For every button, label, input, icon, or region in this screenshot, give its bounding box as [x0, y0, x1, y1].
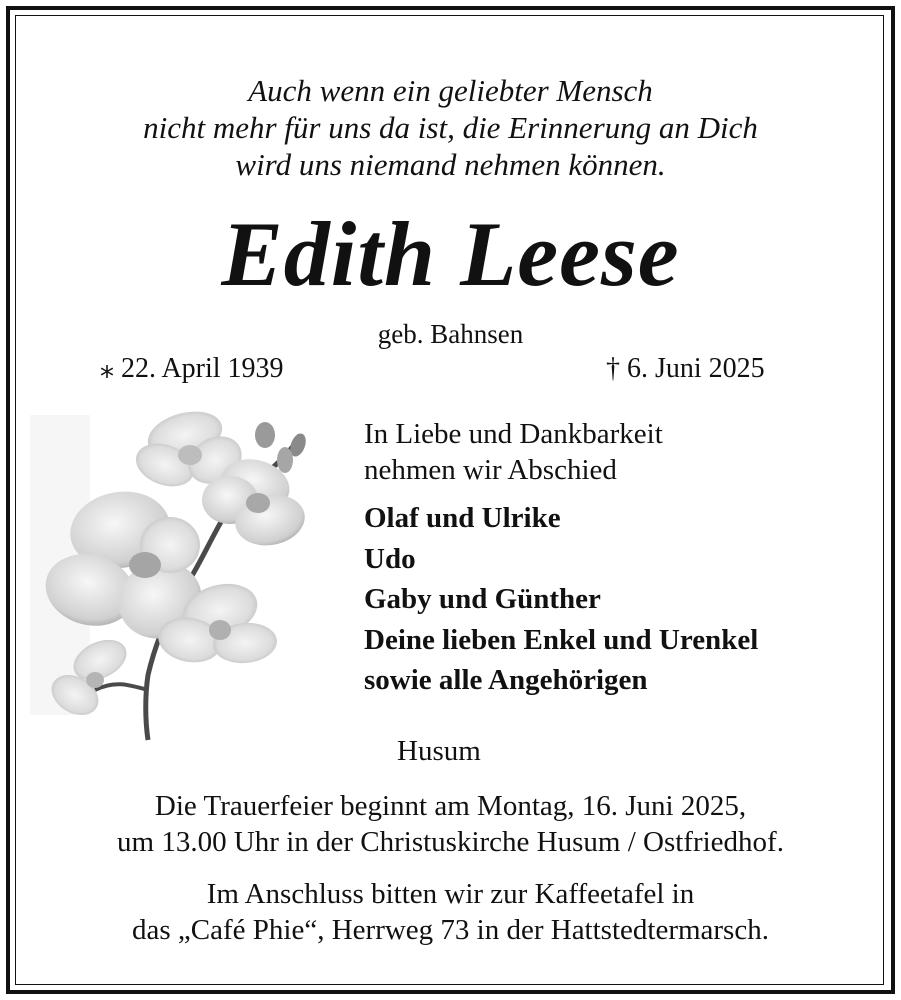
quote-line: Auch wenn ein geliebter Mensch	[248, 73, 653, 108]
mourner: Deine lieben Enkel und Urenkel	[364, 623, 759, 656]
quote-line: wird uns niemand nehmen können.	[235, 147, 666, 182]
coffee-line: Im Anschluss bitten wir zur Kaffeetafel in	[206, 878, 695, 910]
maiden-name: geb. Bahnsen	[377, 319, 524, 349]
mourner: Udo	[364, 542, 416, 575]
deceased-name: Edith Leese	[221, 203, 680, 305]
birth-date: ⁎ 22. April 1939	[100, 353, 284, 384]
mourners-list	[364, 498, 758, 701]
memorial-quote	[0, 72, 901, 183]
quote-line: nicht mehr für uns da ist, die Erinnerung an Dich	[143, 110, 758, 145]
coffee-line: das „Café Phie“, Herrweg 73 in der Hattstedtermarsch.	[132, 914, 769, 946]
mourner: sowie alle Angehörigen	[364, 664, 648, 696]
mourner: Gaby und Günther	[364, 583, 601, 615]
coffee-reception	[0, 876, 901, 948]
service-line: um 13.00 Uhr in der Christuskirche Husum / Ostfriedhof.	[117, 826, 784, 858]
farewell-intro	[364, 416, 663, 488]
orchid-image	[30, 405, 330, 750]
service-line: Die Trauerfeier beginnt am Montag, 16. Juni 2025,	[154, 790, 747, 822]
intro-line: nehmen wir Abschied	[364, 454, 617, 486]
intro-line: In Liebe und Dankbarkeit	[364, 418, 663, 450]
funeral-service	[0, 788, 901, 860]
mourner: Olaf und Ulrike	[364, 502, 561, 534]
death-date: † 6. Juni 2025	[606, 353, 765, 384]
place: Husum	[397, 735, 481, 767]
